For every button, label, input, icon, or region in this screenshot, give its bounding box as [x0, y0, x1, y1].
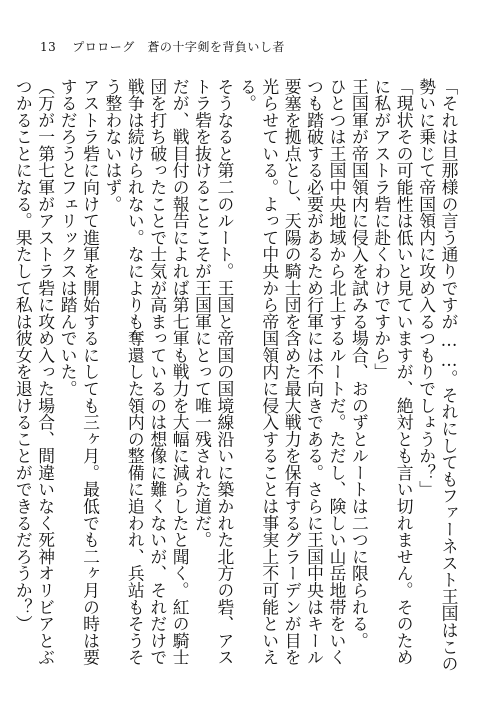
- paragraph: 王国軍が帝国領内に侵入を試みる場合、おのずとルートは二つに限られる。: [349, 78, 370, 649]
- section-title: プロローグ: [72, 40, 135, 54]
- page-number: 13: [40, 40, 57, 54]
- paragraph: だが、戦目付の報告によれば第七軍も戦力を大幅に減らしたと聞く。紅の騎士団を打ち破ったことで士気が高まっているのは想像に難くないが、それだけで戦争は続けられない。なによりも奪還した領内の整備に追われ、兵站もそうそう整わないはず。: [102, 78, 191, 666]
- running-header: [40, 40, 285, 54]
- paragraph: （万が一第七軍がアストラ砦に攻め入った場合、間違いなく死神オリビアとぶつかることになる。果たして私は彼女を退けることができるだろうか？）: [13, 78, 56, 666]
- paragraph: そうなると第二のルート。王国と帝国の国境線沿いに築かれた北方の砦、アストラ砦を抜けることこそが王国軍にとって唯一残された道だ。: [192, 78, 235, 666]
- paragraph: アストラ砦に向けて進軍を開始するにしても三ヶ月。最低でも二ヶ月の時は要するだろうとフェリックスは踏んでいた。: [58, 78, 101, 666]
- vertical-text-body: [13, 78, 460, 678]
- chapter-title: 蒼の十字剣を背負いし者: [147, 40, 285, 54]
- paragraph: 「現状その可能性は低いと見ていますが、絶対とも言い切れません。そのために私がアストラ砦に赴くわけですから」: [371, 78, 415, 666]
- paragraph: 「それは旦那様の言う通りですが……。それにしてもファーネスト王国はこの勢いに乗じて帝国領内に攻め入るつもりでしょうか？」: [416, 78, 459, 673]
- paragraph: ひとつは王国中央地域から北上するルートだ。ただし、険しい山岳地帯をいくつも踏破する必要があるため行軍には不向きである。さらに王国中央はキール要塞を拠点とし、天陽の騎士団を含めた最大戦力を保有するグラーデンが目を光らせている。よって中央から帝国領内に侵入することは事実上不可能といえる。: [237, 78, 347, 666]
